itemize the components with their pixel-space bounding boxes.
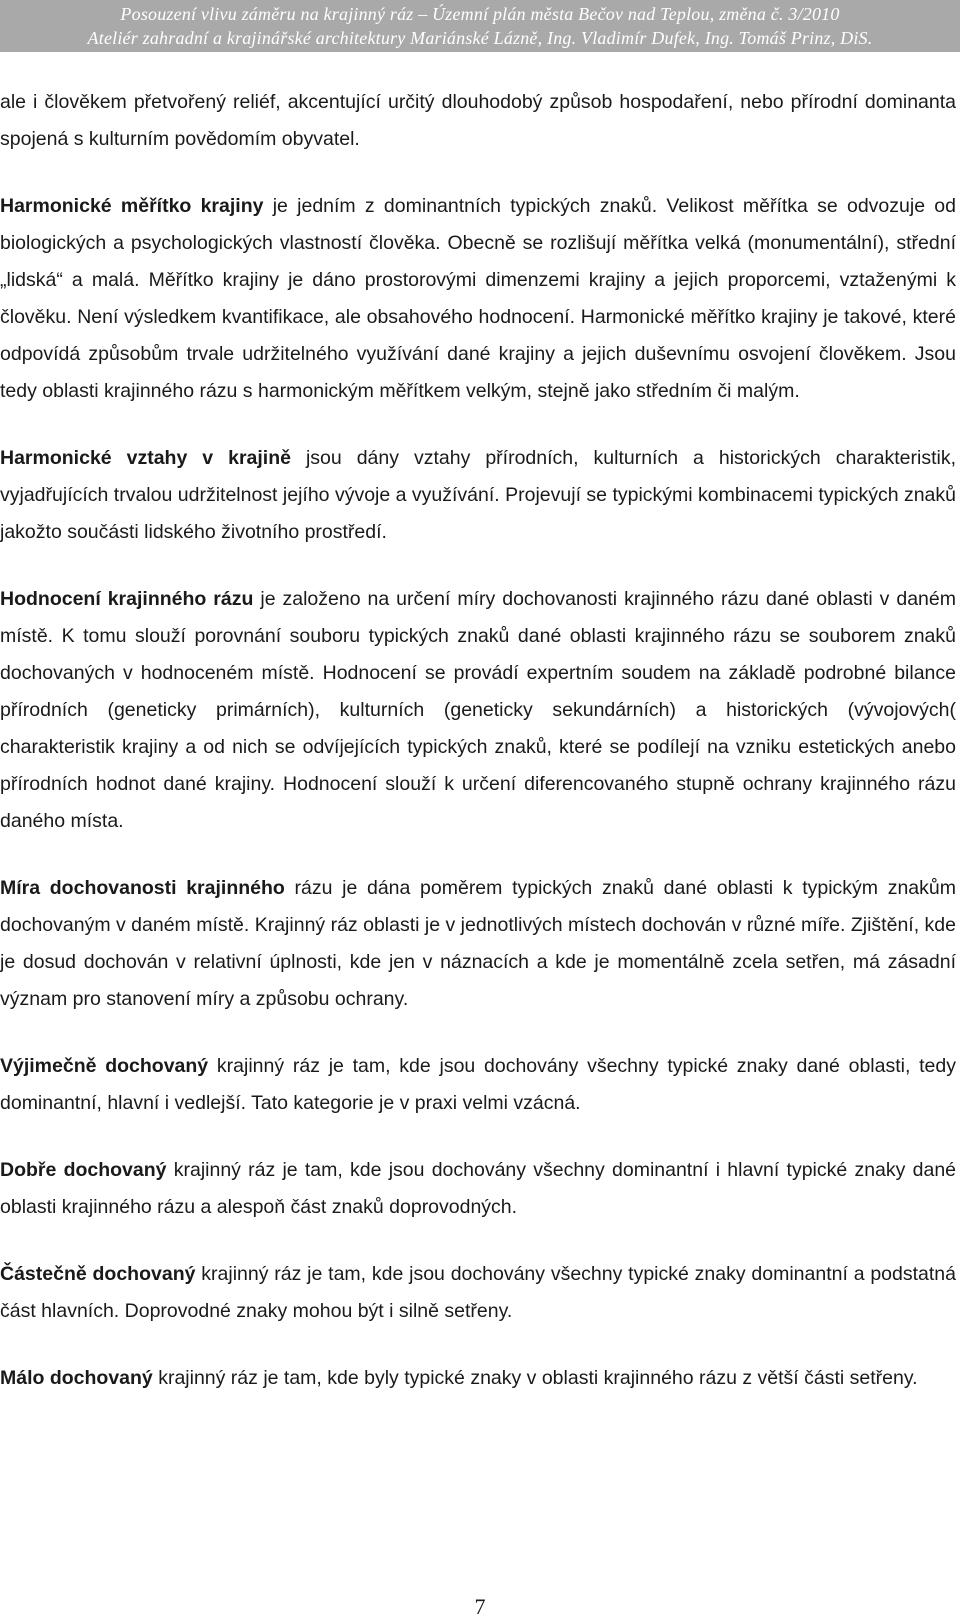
paragraph-text: krajinný ráz je tam, kde byly typické znaky v oblasti krajinného rázu z větší části setřeny. (152, 1367, 918, 1389)
paragraph-term: Harmonické měřítko krajiny (0, 195, 264, 217)
paragraph (0, 581, 956, 840)
header-authors: Ateliér zahradní a krajinářské architektury Mariánské Lázně, Ing. Vladimír Dufek, Ing. Tomáš Prinz, DiS. (87, 28, 873, 48)
paragraph-text: ale i člověkem přetvořený reliéf, akcentující určitý dlouhodobý způsob hospodaření, nebo přírodní dominanta spojená s kulturním povědomím obyvatel. (0, 91, 956, 150)
paragraph-text: jsou dány vztahy přírodních, kulturních a historických charakteristik, vyjadřujících trvalou udržitelnost jejího vývoje a využívání. Projevují se typickými kombinacemi typických znaků jakožto součásti lidského životního prostředí. (0, 447, 956, 543)
paragraph (0, 84, 956, 158)
paragraph-term: Výjimečně dochovaný (0, 1055, 209, 1077)
paragraph-text: krajinný ráz je tam, kde jsou dochovány všechny typické znaky dominantní a podstatná část hlavních. Doprovodné znaky mohou být i silně setřeny. (0, 1263, 956, 1322)
paragraph (0, 1360, 956, 1397)
paragraph-term: Míra dochovanosti krajinného (0, 877, 285, 899)
paragraph (0, 1048, 956, 1122)
header-title: Posouzení vlivu záměru na krajinný ráz – Územní plán města Bečov nad Teplou, změna č. 3/2010 (120, 4, 840, 24)
paragraph-term: Částečně dochovaný (0, 1263, 196, 1285)
document-body (0, 84, 956, 1397)
paragraph-term: Harmonické vztahy v krajině (0, 447, 291, 469)
paragraph-text: krajinný ráz je tam, kde jsou dochovány všechny typické znaky dané oblasti, tedy dominantní, hlavní i vedlejší. Tato kategorie je v praxi velmi vzácná. (0, 1055, 956, 1114)
paragraph-term: Hodnocení krajinného rázu (0, 588, 254, 610)
paragraph (0, 870, 956, 1018)
paragraph-term: Dobře dochovaný (0, 1159, 167, 1181)
paragraph (0, 188, 956, 410)
paragraph (0, 1256, 956, 1330)
page-header (0, 0, 960, 52)
paragraph-text: rázu je dána poměrem typických znaků dané oblasti k typickým znakům dochovaným v daném místě. Krajinný ráz oblasti je v jednotlivých místech dochován v různé míře. Zjištění, kde je dosud dochován v relativní úplnosti, kde jen v náznacích a kde je momentálně zcela setřen, má zásadní význam pro stanovení míry a způsobu ochrany. (0, 877, 956, 1010)
paragraph-text: krajinný ráz je tam, kde jsou dochovány všechny dominantní i hlavní typické znaky dané oblasti krajinného rázu a alespoň část znaků doprovodných. (0, 1159, 957, 1218)
paragraph-text: je založeno na určení míry dochovanosti krajinného rázu dané oblasti v daném místě. K tomu slouží porovnání souboru typických znaků dané oblasti krajinného rázu se souborem znaků dochovaných v hodnoceném místě. Hodnocení se provádí expertním soudem na základě podrobné bilance přírodních (geneticky primárních), kulturních (geneticky sekundárních) a historických (vývojových( charakteristik krajiny a od nich se odvíjejících typických znaků, které se podílejí na vzniku estetických anebo přírodních hodnot dané krajiny. Hodnocení slouží k určení diferencovaného stupně ochrany krajinného rázu daného místa. (0, 588, 956, 832)
paragraph-text: je jedním z dominantních typických znaků. Velikost měřítka se odvozuje od biologických a psychologických vlastností člověka. Obecně se rozlišují měřítka velká (monumentální), střední „lidská“ a malá. Měřítko krajiny je dáno prostorovými dimenzemi krajiny a jejich proporcemi, vztaženými k člověku. Není výsledkem kvantifikace, ale obsahového hodnocení. Harmonické měřítko krajiny je takové, které odpovídá způsobům trvale udržitelného využívání dané krajiny a jejich duševnímu osvojení člověkem. Jsou tedy oblasti krajinného rázu s harmonickým měřítkem velkým, stejně jako středním či malým. (0, 195, 956, 402)
paragraph-term: Málo dochovaný (0, 1367, 153, 1389)
paragraph (0, 1152, 956, 1226)
paragraph (0, 440, 956, 551)
page-number: 7 (474, 1594, 486, 1619)
